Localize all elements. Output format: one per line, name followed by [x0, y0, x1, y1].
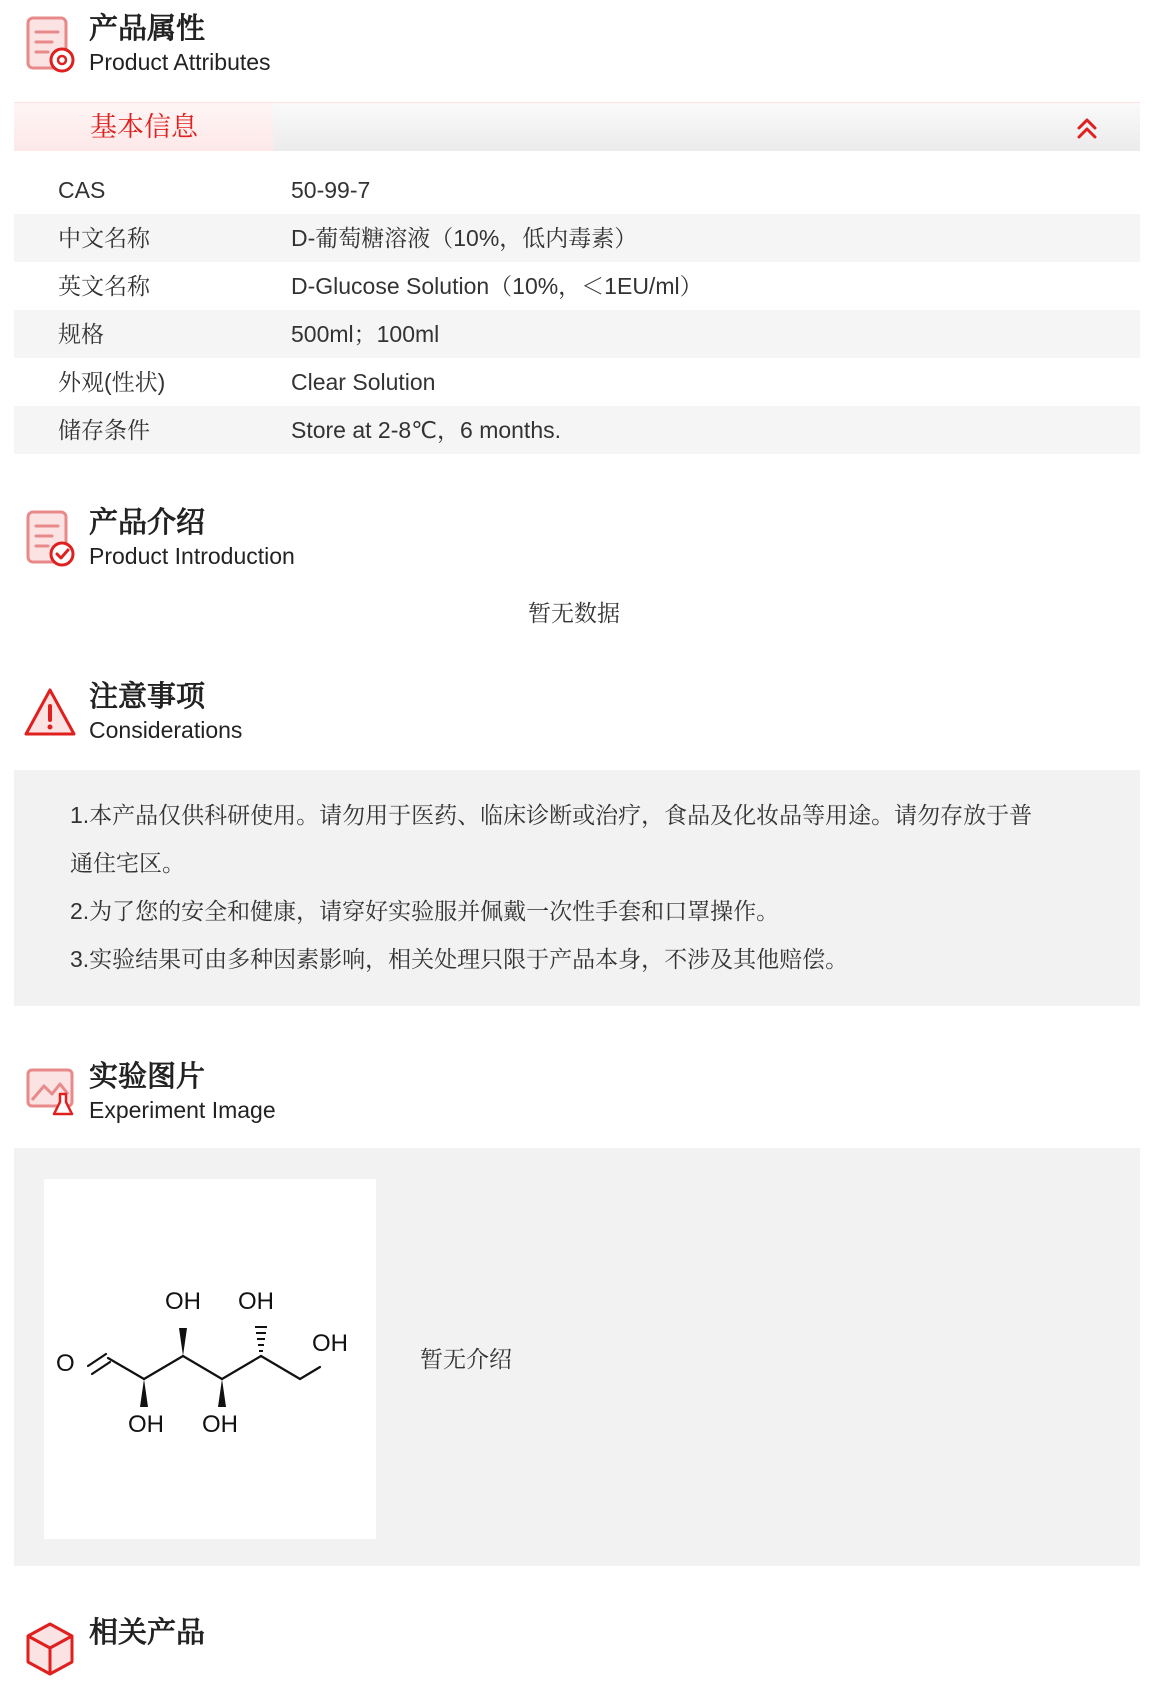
- section-title-zh: 产品介绍: [89, 507, 206, 539]
- section-title-en: Experiment Image: [89, 1097, 276, 1123]
- section-title-zh: 产品属性: [89, 13, 206, 45]
- atom-label-oh: OH: [202, 1411, 238, 1438]
- experiment-panel: [14, 1148, 1140, 1566]
- attribute-row-appearance: [14, 358, 1140, 406]
- attribute-value: D-Glucose Solution（10%，＜1EU/ml）: [291, 273, 703, 299]
- attribute-value: Store at 2-8℃，6 months.: [291, 417, 562, 443]
- atom-label-oh: OH: [165, 1288, 201, 1315]
- section-header-related: [22, 1616, 622, 1684]
- atom-label-o: O: [56, 1350, 75, 1377]
- atom-label-oh: OH: [312, 1330, 348, 1357]
- document-gear-icon: [22, 12, 82, 80]
- atom-label-oh: OH: [128, 1411, 164, 1438]
- chevron-double-up-icon[interactable]: [1072, 113, 1102, 143]
- consideration-line: 1.本产品仅供科研使用。请勿用于医药、临床诊断或治疗，食品及化妆品等用途。请勿存放于普: [70, 802, 1033, 828]
- section-header-considerations: [22, 680, 622, 748]
- attribute-row-specification: [14, 310, 1140, 358]
- section-title-en: Product Attributes: [89, 49, 271, 75]
- section-header-introduction: [22, 506, 622, 574]
- attribute-value: Clear Solution: [291, 369, 436, 395]
- attribute-value: 50-99-7: [291, 177, 371, 203]
- attribute-key: CAS: [58, 177, 106, 203]
- attribute-key: 外观(性状): [58, 369, 166, 395]
- section-title-zh: 注意事项: [89, 681, 206, 713]
- structure-diagram: [44, 1179, 376, 1539]
- attribute-row-chinese-name: [14, 214, 1140, 262]
- section-title-zh: 相关产品: [89, 1617, 206, 1649]
- considerations-panel: [14, 770, 1140, 1006]
- glucose-structure-image: [44, 1179, 376, 1539]
- consideration-line: 通住宅区。: [70, 850, 185, 876]
- consideration-line: 3.实验结果可由多种因素影响，相关处理只限于产品本身，不涉及其他赔偿。: [70, 946, 849, 972]
- tab-basic-info[interactable]: [14, 103, 273, 151]
- attribute-key: 储存条件: [58, 417, 150, 443]
- attribute-value: 500ml；100ml: [291, 321, 440, 347]
- section-header-attributes: [22, 12, 622, 80]
- cube-icon: [22, 1616, 82, 1684]
- section-header-experiment: [22, 1060, 622, 1128]
- basic-info-tabbar: [14, 102, 1140, 151]
- attribute-key: 中文名称: [58, 225, 150, 251]
- introduction-empty-note: 暂无数据: [528, 600, 620, 626]
- attribute-row-english-name: [14, 262, 1140, 310]
- section-title-en: Product Introduction: [89, 543, 295, 569]
- attribute-row-cas: [14, 166, 1140, 214]
- image-flask-icon: [22, 1060, 82, 1128]
- section-title-en: Considerations: [89, 717, 243, 743]
- document-check-icon: [22, 506, 82, 574]
- experiment-note: 暂无介绍: [420, 1346, 512, 1372]
- atom-label-oh: OH: [238, 1288, 274, 1315]
- attribute-key: 英文名称: [58, 273, 150, 299]
- tab-basic-info-label: 基本信息: [90, 112, 198, 142]
- consideration-line: 2.为了您的安全和健康，请穿好实验服并佩戴一次性手套和口罩操作。: [70, 898, 780, 924]
- attribute-row-storage: [14, 406, 1140, 454]
- warning-triangle-icon: [22, 680, 82, 748]
- attribute-value: D-葡萄糖溶液（10%，低内毒素）: [291, 225, 638, 251]
- section-title-zh: 实验图片: [89, 1061, 206, 1093]
- attribute-key: 规格: [58, 321, 104, 347]
